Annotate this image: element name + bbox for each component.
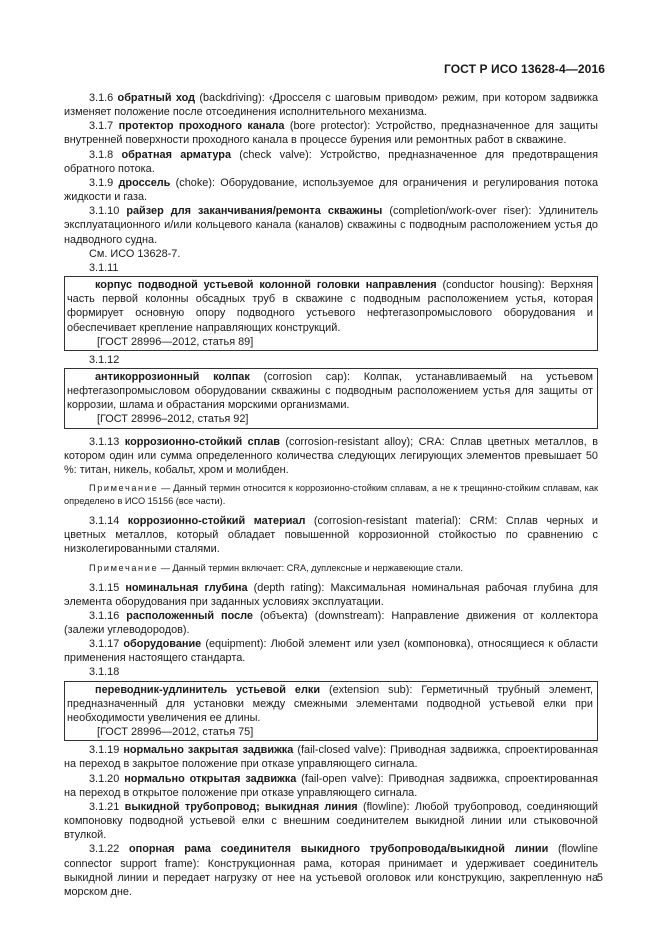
- term-entry: 3.1.21 выкидной трубопровод; выкидная линия (flowline): Любой трубопровод, соединяющий компоновку подводной устьевой елки с внешним соединителем выкидной линии или стыковочной втулкой.: [64, 800, 599, 842]
- document-body: [64, 91, 598, 899]
- term-entry: 3.1.13 коррозионно-стойкий сплав (corrosion-resistant alloy); CRA: Сплав цветных металлов, в котором один или сумма определенного количества следующих легирующих элементов превышает 50 %: титан, никель, кобальт, хром и молибден.: [64, 435, 598, 476]
- term-number: 3.1.11: [89, 261, 119, 274]
- term-entry: 3.1.17 оборудование (equipment): Любой элемент или узел (компоновка), относящиеся к области применения настоящего стандарта.: [64, 638, 599, 665]
- term-entry: 3.1.22 опорная рама соединителя выкидного трубопровода/выкидной линии (flowline connector support frame): Конструкционная рама, которая принимает и удерживает соединитель выкидной линии и передает нагрузку от нее на устьевой оголовок или конструкцию, закрепленную на морском дне.: [64, 843, 598, 898]
- term-entry: 3.1.8 обратная арматура (check valve): Устройство, предназначенное для предотвращения обратного потока.: [64, 148, 598, 175]
- term-entry: 3.1.15 номинальная глубина (depth rating): Максимальная номинальная рабочая глубина для элемента оборудования при заданных условиях эксплуатации.: [64, 581, 598, 608]
- term-entry: 3.1.16 расположенный после (объекта) (downstream): Направление движения от коллектора (залежи углеводородов).: [64, 609, 599, 636]
- page-number: 5: [596, 872, 603, 884]
- term-entry: 3.1.6 обратный ход (backdriving): ‹Дросселя с шаговым приводом› режим, при котором задвижка изменяет положение после отсоединения исполнительного механизма.: [64, 92, 599, 119]
- term-number: 3.1.18: [89, 666, 120, 679]
- term-definition: корпус подводной устьевой колонной головки направления (conductor housing): Верхняя часть первой колонны обсадных труб в скважине с подводным расположением устья, которая формирует основную опору подводного устьевого нефтегазопромыслового оборудования и обеспечивает крепление направляющих конструкций.: [67, 279, 594, 334]
- boxed-term: [64, 368, 598, 429]
- source-reference: [ГОСТ 28996—2012, статья 75]: [97, 726, 254, 739]
- term-definition: переводник-удлинитель устьевой елки (extension sub): Герметичный трубный элемент, предназначенный для установки между смежными элементами подводной устьевой елки при необходимости увеличения ее длины.: [67, 683, 593, 724]
- term-entry: 3.1.19 нормально закрытая задвижка (fail-closed valve): Приводная задвижка, спроектированная на переход в закрытое положение при отказе управляющего сигнала.: [64, 744, 598, 771]
- term-entry: 3.1.20 нормально открытая задвижка (fail-open valve): Приводная задвижка, спроектированная на переход в открытое положение при отказе управляющего сигнала.: [64, 772, 598, 799]
- boxed-term: [64, 276, 598, 351]
- note: Примечание — Данный термин относится к коррозионно-стойким сплавам, а не к трещинно-стойким сплавам, как определено в ИСО 15156 (все части).: [64, 483, 598, 507]
- term-entry: 3.1.14 коррозионно-стойкий материал (corrosion-resistant material): CRM: Сплав черных и цветных металлов, который обладает повышенной коррозионной стойкостью по сравнению с низколегированными сталями.: [64, 515, 598, 556]
- source-reference: [ГОСТ 28996—2012, статья 89]: [97, 335, 254, 348]
- source-reference: [ГОСТ 28996–2012, статья 92]: [97, 413, 249, 426]
- note: Примечание — Данный термин включает: CRA, дуплексные и нержавеющие стали.: [89, 562, 463, 573]
- term-number: 3.1.12: [89, 353, 120, 366]
- term-entry: 3.1.7 протектор проходного канала (bore protector): Устройство, предназначенное для защиты внутренней поверхности проходного канала в процессе бурения или ремонтных работ в скважине.: [64, 120, 599, 147]
- term-entry: 3.1.9 дроссель (choke): Оборудование, используемое для ограничения и регулирования потока жидкости и газа.: [64, 176, 598, 204]
- boxed-term: [64, 681, 598, 742]
- see-reference: См. ИСО 13628-7.: [89, 247, 181, 260]
- document-header: ГОСТ Р ИСО 13628-4—2016: [443, 62, 605, 76]
- term-definition: антикоррозионный колпак (corrosion cap): Колпак, устанавливаемый на устьевом нефтегазопромысловом оборудовании скважины с подводным расположением устья для защиты от коррозии, шлама и обрастания морскими организмами.: [67, 370, 593, 412]
- term-entry: 3.1.10 райзер для заканчивания/ремонта скважины (completion/work-over riser): Удлинитель эксплуатационного и/или кольцевого канала (каналов) скважины с подводным расположением устья до надводного судна.: [64, 205, 598, 246]
